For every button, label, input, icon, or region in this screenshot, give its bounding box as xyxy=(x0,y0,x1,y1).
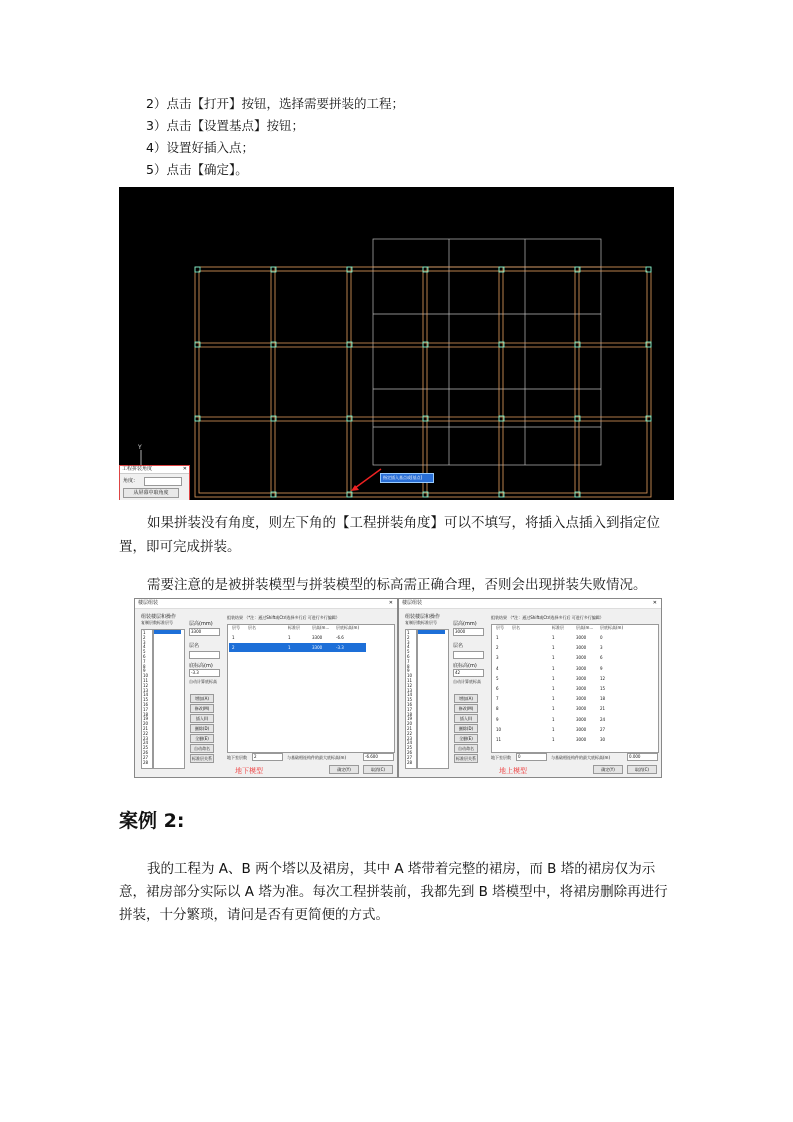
copy-count-item[interactable]: 2 xyxy=(407,634,410,640)
table-cell[interactable]: 3000 xyxy=(576,686,587,691)
copy-count-item[interactable]: 19 xyxy=(143,716,149,722)
copy-count-item[interactable]: 5 xyxy=(407,649,410,655)
table-cell[interactable]: 3 xyxy=(496,655,499,661)
col-std-label: 标准层号 xyxy=(421,620,437,625)
table-cell[interactable]: 1 xyxy=(552,655,555,661)
table-cell[interactable]: 1 xyxy=(552,696,555,702)
copy-count-item[interactable]: 25 xyxy=(407,745,413,751)
dialog-button[interactable]: 标准层关系 xyxy=(456,756,476,761)
copy-count-item[interactable]: 3 xyxy=(407,639,410,645)
table-cell[interactable]: 7 xyxy=(496,696,499,702)
step-2: 2）点击【打开】按钮，选择需要拼装的工程； xyxy=(146,96,404,111)
table-cell[interactable]: 3000 xyxy=(576,655,587,661)
copy-count-item[interactable]: 23 xyxy=(407,735,413,741)
dialog-titlebar xyxy=(399,599,661,609)
copy-count-item[interactable]: 14 xyxy=(407,692,413,698)
max-elev-input[interactable]: -6.600 xyxy=(363,753,394,761)
copy-count-item[interactable]: 21 xyxy=(407,726,413,731)
height-label: 层高(mm) xyxy=(189,621,213,627)
paragraph-3: 我的工程为 A、B 两个塔以及裙房，其中 A 塔带着完整的裙房，而 B 塔的裙房仅为示意，裙房部分实际以 A 塔为准。每次工程拼装前，我都先到 B 塔模型中，将裙房删除再进行拼装，十分繁琐，请问是否有更简便的方式。 xyxy=(119,861,668,923)
table-row-selected[interactable] xyxy=(229,643,366,652)
table-cell[interactable]: 15 xyxy=(600,686,606,691)
copy-count-item[interactable]: 12 xyxy=(407,682,413,688)
table-cell[interactable]: 1 xyxy=(552,645,555,651)
max-elev-input[interactable]: 0.000 xyxy=(627,753,658,761)
table-header: 层高(m... xyxy=(312,625,330,630)
table-cell[interactable]: 5 xyxy=(496,675,499,681)
copy-count-item[interactable]: 1 xyxy=(407,630,410,635)
table-cell[interactable]: 8 xyxy=(496,706,499,712)
copy-count-item[interactable]: 24 xyxy=(143,740,149,746)
table-cell[interactable]: 3000 xyxy=(576,696,587,702)
dialog-button[interactable]: 插入(I) xyxy=(454,714,478,723)
table-header: 层名 xyxy=(248,625,256,630)
copy-count-item[interactable]: 26 xyxy=(143,750,149,755)
copy-count-item[interactable]: 22 xyxy=(407,730,413,736)
basement-label: 地下室层数 xyxy=(227,755,247,760)
copy-count-item[interactable]: 15 xyxy=(407,697,413,703)
copy-count-item[interactable]: 23 xyxy=(143,735,149,741)
table-cell[interactable]: 1 xyxy=(232,635,235,640)
copy-count-item[interactable]: 3 xyxy=(143,639,146,645)
table-cell[interactable]: 1 xyxy=(552,665,555,671)
copy-count-item[interactable]: 11 xyxy=(407,678,413,683)
copy-count-item[interactable]: 20 xyxy=(407,721,413,727)
copy-count-item[interactable]: 18 xyxy=(407,711,413,717)
copy-count-item[interactable]: 24 xyxy=(407,740,413,746)
copy-count-item[interactable]: 4 xyxy=(143,644,146,650)
copy-count-item[interactable]: 4 xyxy=(407,644,410,650)
table-cell[interactable]: 11 xyxy=(496,737,502,742)
floor-assembly-dialog-underground xyxy=(134,598,398,778)
table-cell[interactable]: 1 xyxy=(288,645,291,651)
table-cell[interactable]: 1 xyxy=(552,706,555,712)
dialog-button[interactable]: 全删(E) xyxy=(190,734,214,743)
step-3: 3）点击【设置基点】按钮； xyxy=(146,118,304,133)
table-cell[interactable]: -3.3 xyxy=(336,645,344,651)
dialog-button[interactable]: 标准层关系 xyxy=(192,756,212,761)
elev-input[interactable]: -3.3 xyxy=(189,669,220,677)
auto-calc-checkbox[interactable]: 自动计算底标高 xyxy=(189,679,217,684)
col-copy-label: 复制层数 xyxy=(141,620,157,625)
height-label: 层高(mm) xyxy=(453,621,477,627)
angle-dialog-title: 工程拼装角度 xyxy=(122,466,153,472)
angle-dialog xyxy=(119,465,190,500)
copy-count-item[interactable]: 10 xyxy=(143,673,149,679)
auto-calc-checkbox[interactable]: 自动计算底标高 xyxy=(453,679,481,684)
copy-count-item[interactable]: 10 xyxy=(407,673,413,679)
table-header: 层号 xyxy=(496,625,504,630)
table-cell[interactable]: 3000 xyxy=(576,716,587,722)
basement-select[interactable]: 0 xyxy=(516,753,547,761)
copy-count-item[interactable]: 25 xyxy=(143,745,149,751)
copy-count-item[interactable]: 20 xyxy=(143,721,149,727)
table-cell[interactable]: 12 xyxy=(600,675,606,681)
table-cell[interactable]: 3000 xyxy=(576,665,587,671)
table-cell[interactable]: 6 xyxy=(496,686,499,691)
table-header: 层底标高(m) xyxy=(600,625,624,630)
case-heading: 案例 2: xyxy=(119,810,185,832)
table-header: 标准层 xyxy=(552,625,564,630)
copy-count-item[interactable]: 1 xyxy=(143,630,146,635)
std-floor-list[interactable] xyxy=(417,629,449,769)
name-label: 层名 xyxy=(189,643,200,649)
copy-count-item[interactable]: 18 xyxy=(143,711,149,717)
model-caption: 地上模型 xyxy=(499,767,527,775)
cancel-button[interactable]: 取消(C) xyxy=(627,765,657,774)
ok-button[interactable]: 确定(Y) xyxy=(593,765,623,774)
copy-count-item[interactable]: 7 xyxy=(407,658,410,664)
copy-count-item[interactable]: 17 xyxy=(143,706,149,712)
col-copy-label: 复制层数 xyxy=(405,620,421,625)
copy-count-item[interactable]: 27 xyxy=(407,754,413,760)
copy-count-item[interactable]: 9 xyxy=(143,668,146,674)
elev-label: 底标高(m) xyxy=(453,663,477,669)
step-4: 4）设置好插入点； xyxy=(146,140,254,155)
table-cell[interactable]: 3000 xyxy=(576,635,587,640)
copy-count-item[interactable]: 8 xyxy=(407,663,410,669)
table-cell[interactable]: 3000 xyxy=(576,645,587,651)
table-cell[interactable]: 1 xyxy=(552,726,555,732)
inserted-model-grid xyxy=(373,239,601,465)
copy-count-item[interactable]: 13 xyxy=(407,687,413,693)
table-cell[interactable]: 3300 xyxy=(312,635,323,640)
dialog-button[interactable]: 增加(A) xyxy=(190,694,214,703)
table-cell[interactable]: 9 xyxy=(600,665,603,671)
height-select[interactable]: 3300 xyxy=(189,628,220,636)
result-label: 组装结果 （*注：通过Shift或Ctrl选择多行后 可进行多行编辑） xyxy=(227,615,340,620)
result-label: 组装结果 （*注：通过Shift或Ctrl选择多行后 可进行多行编辑） xyxy=(491,615,604,620)
std-floor-list[interactable] xyxy=(153,629,185,769)
dialog-title: 楼层组装 xyxy=(402,600,423,606)
table-cell[interactable]: 21 xyxy=(600,706,606,712)
copy-count-item[interactable]: 17 xyxy=(407,706,413,712)
table-cell[interactable]: 1 xyxy=(552,716,555,722)
table-cell[interactable]: 1 xyxy=(552,635,555,640)
dialog-button[interactable]: 自动命名 xyxy=(190,744,214,753)
copy-count-item[interactable]: 6 xyxy=(143,654,146,659)
close-icon[interactable]: ✕ xyxy=(388,600,393,606)
angle-input[interactable] xyxy=(144,477,182,486)
result-table[interactable] xyxy=(491,624,659,753)
paragraph-1: 如果拼装没有角度，则左下角的【工程拼装角度】可以不填写，将插入点插入到指定位置，即可完成拼装。 xyxy=(119,515,660,555)
step-5: 5）点击【确定】。 xyxy=(146,162,248,177)
dialog-button[interactable]: 修改(M) xyxy=(454,704,478,713)
pick-angle-button[interactable]: 从屏幕中取角度 xyxy=(123,488,179,498)
copy-count-item[interactable]: 21 xyxy=(143,726,149,731)
table-header: 层底标高(m) xyxy=(336,625,360,630)
axis-label: Y xyxy=(138,444,142,451)
table-cell[interactable]: -6.6 xyxy=(336,635,344,640)
table-header: 层号 xyxy=(232,625,240,630)
table-cell[interactable]: 2 xyxy=(496,645,499,651)
dialog-title: 楼层组装 xyxy=(138,600,159,606)
copy-count-item[interactable]: 2 xyxy=(143,634,146,640)
basement-label: 地下室层数 xyxy=(491,755,511,760)
close-icon[interactable]: ✕ xyxy=(652,600,657,606)
table-cell[interactable]: 18 xyxy=(600,696,606,702)
copy-count-item[interactable]: 8 xyxy=(143,663,146,669)
table-cell[interactable]: 3000 xyxy=(576,706,587,712)
model-caption: 地下模型 xyxy=(235,767,263,775)
copy-count-item[interactable]: 15 xyxy=(143,697,149,703)
table-header: 层名 xyxy=(512,625,520,630)
table-cell[interactable]: 3000 xyxy=(576,726,587,732)
copy-count-item[interactable]: 16 xyxy=(407,702,413,707)
close-icon[interactable]: ✕ xyxy=(182,466,187,472)
copy-count-item[interactable]: 5 xyxy=(143,649,146,655)
elev-label: 底标高(m) xyxy=(189,663,213,669)
col-std-label: 标准层号 xyxy=(157,620,173,625)
copy-count-item[interactable]: 6 xyxy=(407,654,410,659)
cad-drawing xyxy=(119,187,674,500)
copy-count-item[interactable]: 9 xyxy=(407,668,410,674)
result-table[interactable] xyxy=(227,624,395,753)
floor-assembly-dialog-aboveground xyxy=(398,598,662,778)
group-label: 组装楼层和操作 xyxy=(405,614,441,620)
table-cell[interactable]: 30 xyxy=(600,737,606,742)
cad-figure xyxy=(119,187,674,500)
copy-count-item[interactable]: 19 xyxy=(407,716,413,722)
std-floor-selected[interactable] xyxy=(154,630,181,634)
name-input[interactable] xyxy=(189,651,220,659)
table-cell[interactable]: 3000 xyxy=(576,675,587,681)
copy-count-item[interactable]: 22 xyxy=(143,730,149,736)
basement-select[interactable]: 2 xyxy=(252,753,283,761)
table-cell[interactable]: 0 xyxy=(600,635,603,640)
table-cell[interactable]: 1 xyxy=(552,675,555,681)
table-cell[interactable]: 9 xyxy=(496,716,499,722)
table-cell[interactable]: 3300 xyxy=(312,645,323,651)
dialog-button[interactable]: 删除(D) xyxy=(190,724,214,733)
copy-count-item[interactable]: 13 xyxy=(143,687,149,693)
copy-count-item[interactable]: 16 xyxy=(143,702,149,707)
table-cell[interactable]: 2 xyxy=(232,645,235,651)
red-arrow-icon xyxy=(351,469,381,491)
dialog-button[interactable]: 全删(E) xyxy=(454,734,478,743)
dialog-button[interactable]: 自动命名 xyxy=(454,744,478,753)
table-cell[interactable]: 24 xyxy=(600,716,606,722)
table-cell[interactable]: 4 xyxy=(496,665,499,671)
table-cell[interactable]: 3 xyxy=(600,645,603,651)
table-cell[interactable]: 1 xyxy=(552,737,555,742)
table-cell[interactable]: 6 xyxy=(600,655,603,661)
copy-count-item[interactable]: 28 xyxy=(143,759,149,765)
copy-count-item[interactable]: 26 xyxy=(407,750,413,755)
table-cell[interactable]: 27 xyxy=(600,726,606,732)
table-cell[interactable]: 1 xyxy=(552,686,555,691)
table-header: 标准层 xyxy=(288,625,300,630)
dialog-button[interactable]: 修改(M) xyxy=(190,704,214,713)
angle-label: 角度： xyxy=(123,478,139,484)
std-floor-selected[interactable] xyxy=(418,630,445,634)
cancel-button[interactable]: 取消(C) xyxy=(363,765,393,774)
paragraph-2: 需要注意的是被拼装模型与拼装模型的标高需正确合理，否则会出现拼装失败情况。 xyxy=(147,577,647,593)
height-select[interactable]: 3000 xyxy=(453,628,484,636)
copy-count-item[interactable]: 27 xyxy=(143,754,149,760)
ok-button[interactable]: 确定(Y) xyxy=(329,765,359,774)
table-header: 层高(m... xyxy=(576,625,594,630)
dialog-button[interactable]: 插入(I) xyxy=(190,714,214,723)
copy-count-item[interactable]: 14 xyxy=(143,692,149,698)
max-elev-label: 与基础相连构件的最大底标高(m) xyxy=(551,755,611,760)
dialog-button[interactable]: 增加(A) xyxy=(454,694,478,703)
name-input[interactable] xyxy=(453,651,484,659)
table-cell[interactable]: 1 xyxy=(496,635,499,640)
dialog-button[interactable]: 删除(D) xyxy=(454,724,478,733)
name-label: 层名 xyxy=(453,643,464,649)
dialog-titlebar xyxy=(135,599,397,609)
table-cell[interactable]: 1 xyxy=(288,635,291,640)
elev-input[interactable]: 42 xyxy=(453,669,484,677)
base-model-grid xyxy=(195,267,651,497)
copy-count-item[interactable]: 12 xyxy=(143,682,149,688)
insert-point-tooltip: 指定插入基点或[基点] xyxy=(380,473,434,483)
table-cell[interactable]: 10 xyxy=(496,726,502,732)
copy-count-item[interactable]: 28 xyxy=(407,759,413,765)
copy-count-item[interactable]: 11 xyxy=(143,678,149,683)
max-elev-label: 与基础相连构件的最大底标高(m) xyxy=(287,755,347,760)
table-cell[interactable]: 3000 xyxy=(576,737,587,742)
copy-count-item[interactable]: 7 xyxy=(143,658,146,664)
group-label: 组装楼层和操作 xyxy=(141,614,177,620)
